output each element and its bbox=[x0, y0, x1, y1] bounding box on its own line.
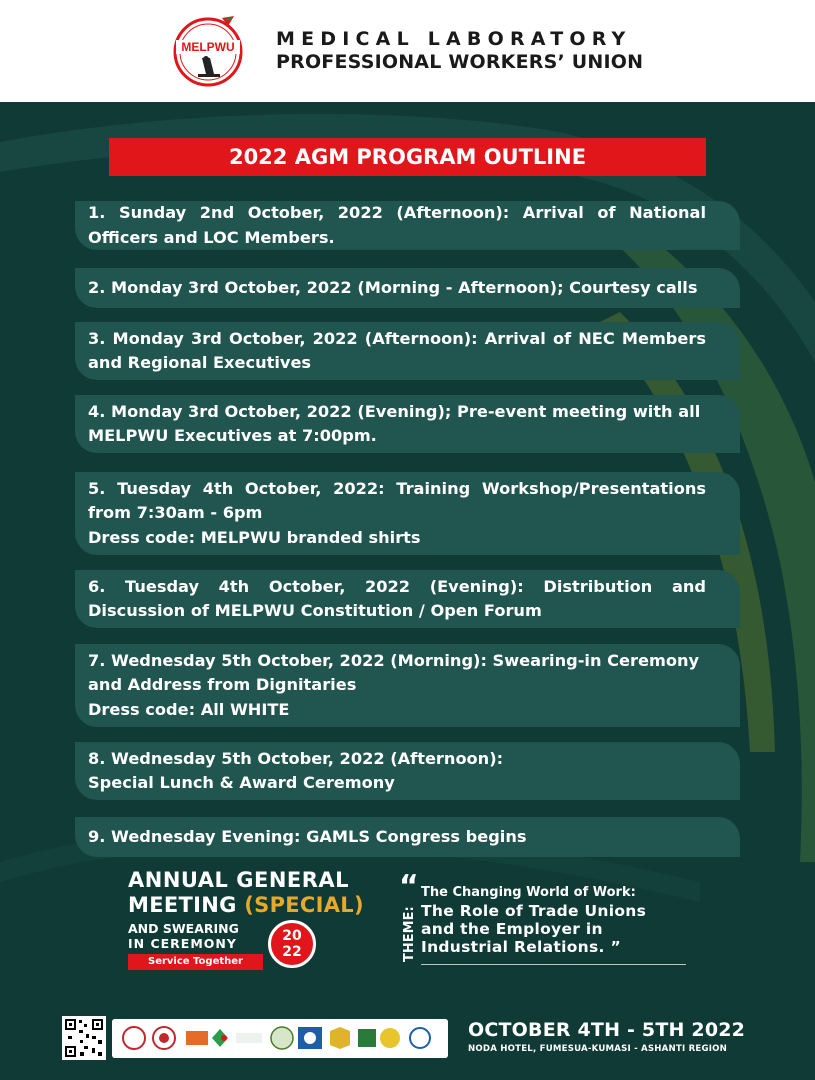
program-item-3-line-1: 3. Monday 3rd October, 2022 (Afternoon): Arrival of NEC Members bbox=[88, 328, 706, 348]
sponsor-logo-10 bbox=[380, 1028, 400, 1048]
program-item-8 bbox=[75, 742, 740, 800]
agm-line-3: AND SWEARING bbox=[128, 921, 239, 936]
sponsor-logo-9 bbox=[358, 1029, 376, 1047]
sponsor-logo-1 bbox=[123, 1027, 145, 1049]
theme-label-text: THEME: bbox=[402, 906, 417, 962]
program-title: 2022 AGM PROGRAM OUTLINE bbox=[109, 138, 706, 176]
program-item-6-line-1: 6. Tuesday 4th October, 2022 (Evening): Distribution and bbox=[88, 576, 706, 596]
theme-line-1: The Changing World of Work: bbox=[421, 885, 636, 900]
sponsor-logo-11 bbox=[410, 1028, 430, 1048]
program-item-3-line-2: and Regional Executives bbox=[88, 353, 312, 372]
org-name-line2: PROFESSIONAL WORKERS’ UNION bbox=[276, 51, 644, 73]
agm-special-label: (SPECIAL) bbox=[244, 893, 364, 917]
year-badge bbox=[268, 920, 316, 968]
qr-code[interactable] bbox=[62, 1016, 106, 1060]
program-item-2-line-1: 2. Monday 3rd October, 2022 (Morning - Afternoon); Courtesy calls bbox=[88, 277, 698, 297]
program-item-7-line-3: Dress code: All WHITE bbox=[88, 699, 290, 719]
agm-line-2-main: MEETING bbox=[128, 893, 245, 917]
theme-line-4-text: Industrial Relations. bbox=[421, 938, 605, 956]
sponsor-logo-8 bbox=[330, 1027, 350, 1049]
melpwu-logo bbox=[170, 12, 248, 90]
program-item-9-line-1: 9. Wednesday Evening: GAMLS Congress begins bbox=[88, 826, 527, 846]
program-item-3 bbox=[75, 322, 740, 380]
sponsor-logo-5 bbox=[236, 1033, 262, 1043]
logo-text: MELPWU bbox=[181, 40, 235, 54]
event-venue: NODA HOTEL, FUMESUA-KUMASI - ASHANTI REGION bbox=[468, 1044, 728, 1054]
theme-label bbox=[399, 902, 417, 962]
program-item-8-line-1: 8. Wednesday 5th October, 2022 (Afternoon): bbox=[88, 748, 504, 768]
program-item-5-line-1: 5. Tuesday 4th October, 2022: Training Workshop/Presentations bbox=[88, 478, 706, 498]
program-item-4-line-2: MELPWU Executives at 7:00pm. bbox=[88, 426, 377, 445]
agm-line-1: ANNUAL GENERAL bbox=[128, 868, 350, 892]
poster bbox=[0, 102, 815, 1080]
program-item-9 bbox=[75, 817, 740, 857]
theme-line-3: and the Employer in bbox=[421, 920, 603, 938]
year-badge-bottom: 22 bbox=[282, 944, 302, 960]
program-item-5-line-2: from 7:30am - 6pm bbox=[88, 503, 263, 523]
sponsor-logos-strip bbox=[112, 1019, 448, 1058]
program-item-7-line-2: and Address from Dignitaries bbox=[88, 675, 357, 695]
program-item-4-line-1: 4. Monday 3rd October, 2022 (Evening); Pre-event meeting with all bbox=[88, 401, 701, 421]
agm-line-2 bbox=[128, 893, 364, 917]
theme-line-2: The Role of Trade Unions bbox=[421, 902, 647, 920]
agm-line-4: IN CEREMONY bbox=[128, 936, 237, 951]
theme-text bbox=[421, 884, 646, 956]
event-dates: OCTOBER 4TH - 5TH 2022 bbox=[468, 1019, 746, 1041]
open-quote-mark: “ bbox=[399, 869, 419, 904]
org-name-line1: MEDICAL LABORATORY bbox=[276, 28, 632, 50]
program-item-5-line-3: Dress code: MELPWU branded shirts bbox=[88, 527, 421, 547]
program-item-1-line-2: Officers and LOC Members. bbox=[88, 227, 335, 247]
program-item-2 bbox=[75, 268, 740, 308]
program-item-1-line-1: 1. Sunday 2nd October, 2022 (Afternoon): Arrival of National bbox=[88, 203, 706, 222]
program-item-6 bbox=[75, 570, 740, 628]
theme-divider bbox=[421, 964, 686, 965]
program-item-4 bbox=[75, 395, 740, 453]
close-quote-mark: ” bbox=[610, 938, 621, 956]
program-item-1 bbox=[75, 201, 740, 250]
sponsor-logo-6 bbox=[271, 1027, 293, 1049]
header bbox=[0, 0, 815, 102]
program-item-8-line-2: Special Lunch & Award Ceremony bbox=[88, 773, 395, 792]
program-item-6-line-2: Discussion of MELPWU Constitution / Open Forum bbox=[88, 601, 542, 620]
program-item-5 bbox=[75, 472, 740, 555]
year-badge-top: 20 bbox=[282, 928, 302, 944]
program-item-7 bbox=[75, 644, 740, 727]
program-item-7-line-1: 7. Wednesday 5th October, 2022 (Morning): Swearing-in Ceremony bbox=[88, 650, 700, 670]
sponsor-logo-3 bbox=[186, 1031, 208, 1045]
theme-line-4 bbox=[421, 938, 646, 956]
agm-tagline: Service Together bbox=[128, 954, 263, 970]
